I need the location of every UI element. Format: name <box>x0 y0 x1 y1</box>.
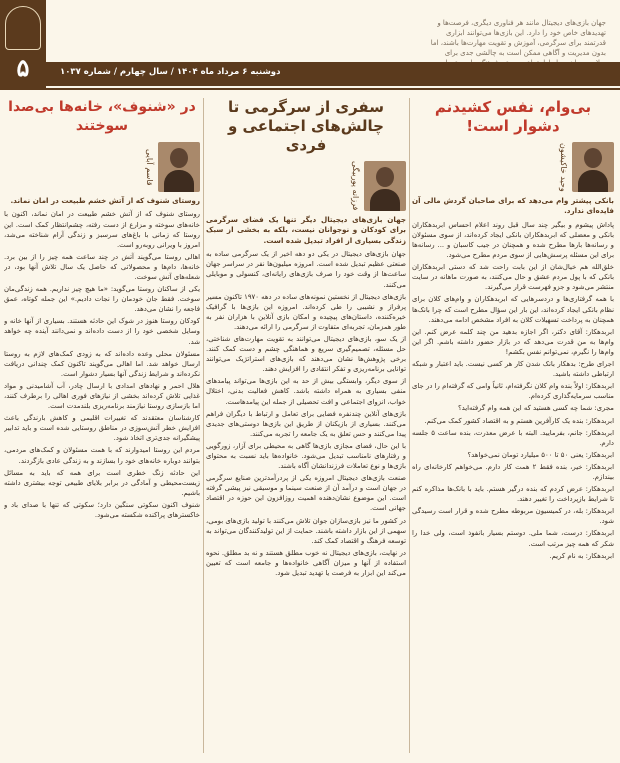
paragraph: صنعت بازی‌های دیجیتال امروزه یکی از پردرآمدترین صنایع سرگرمی در جهان است و درآمد آن از صنعت سینما و موسیقی نیز پیشی گرفته است. این موضوع نشان‌دهنده اهمیت روزافزون این حوزه در اقتصاد جهانی است. <box>206 474 406 513</box>
paragraph: اهالی روستا می‌گویند آتش در چند ساعت همه چیز را از بین برد. خانه‌ها، دام‌ها و محصولاتی که حاصل یک سال تلاش آنها بود، در شعله‌های آتش سوخت. <box>4 252 200 281</box>
paragraph: از سوی دیگر، وابستگی بیش از حد به این بازی‌ها می‌تواند پیامدهای منفی بسیاری به همراه داشته باشد. کاهش فعالیت بدنی، اختلال خواب، انزوای اجتماعی و افت تحصیلی از جمله این پیامدهاست. <box>206 377 406 406</box>
column-divider <box>203 98 204 753</box>
paragraph: در نهایت، بازی‌های دیجیتال نه خوب مطلق هستند و نه بد مطلق. نحوه استفاده از آنها و میزان آگاهی خانواده‌ها و جامعه است که تعیین می‌کند این ابزار به فرصت یا تهدید تبدیل شود. <box>206 548 406 578</box>
author-name: قاسم آبایی <box>145 148 154 186</box>
paragraph: ابربدهکار: به نام کریم. <box>549 551 614 560</box>
article-body <box>412 220 614 561</box>
author-name: وحید خاکیشون <box>559 142 568 192</box>
article-middle <box>206 98 406 758</box>
logo-icon <box>5 6 41 50</box>
byline <box>206 161 406 211</box>
paragraph: با این حال، فضای مجازی بازی‌ها گاهی به محیطی برای آزار، زورگویی و رفتارهای نامناسب تبدیل می‌شود. خانواده‌ها باید نسبت به محتوای بازی‌ها و نوع تعاملات فرزندانشان آگاه باشند. <box>206 441 406 471</box>
paragraph: مسئولان محلی وعده داده‌اند که به زودی کمک‌های لازم به روستا ارسال خواهد شد. اما اهالی می‌گویند تاکنون کمک چندانی دریافت نکرده‌اند و شرایط زندگی آنها بسیار دشوار است. <box>4 349 200 378</box>
article-lead: بانکی پیشتر وام می‌دهد که برای صاحبان گردش مالی آن فایده‌ای ندارد. <box>412 196 614 216</box>
paragraph: اجرای طرح: بدهکار بانک شدن کار هر کسی نیست. باید اعتبار و شبکه ارتباطی داشته باشید. <box>412 360 614 379</box>
paragraph: از یک سو، بازی‌های دیجیتال می‌توانند به تقویت مهارت‌های شناختی، حل مسئله، تصمیم‌گیری سریع و هماهنگی چشم و دست کمک کنند. برخی پژوهش‌ها نشان می‌دهند که بازی‌های استراتژیک می‌توانند توانایی برنامه‌ریزی و تفکر انتقادی را افزایش دهند. <box>206 334 406 374</box>
paragraph: مجری: شما چه کسی هستید که این همه وام گرفته‌اید؟ <box>457 404 614 413</box>
author-photo <box>158 142 200 192</box>
paragraph: روستای شنوف که از آتش خشم طبیعت در امان نماند، اکنون با خانه‌های سوخته و مزارع از دست رفته، چشم‌انتظار کمک است. این روستا که زمانی با باغ‌های سرسبز و زندگی آرام شناخته می‌شد، امروز با ویرانی روبه‌رو است. <box>4 210 200 249</box>
paragraph: کارشناسان معتقدند که تغییرات اقلیمی و کاهش بارندگی باعث افزایش خطر آتش‌سوزی در مناطق روستایی شده است و باید تدابیر پیشگیرانه جدی‌تری اتخاذ شود. <box>4 414 200 443</box>
article-headline: در «شنوف»، خانه‌ها بی‌صدا سوختند <box>8 99 196 134</box>
column-divider <box>409 98 410 753</box>
paragraph: پاداش پیشوم و بیگیر چند سال قبل روند اعلام احساس ابربدهکاران بانکی و معضلی که ابربدهکاران بانکی ایجاد کرده‌اند، از سوی مسئولان و رسانه‌ها بارها مطرح شده و همچنان در جیب کاسبان و ... رسانه‌ها برای این مسئله پرسش‌هایی از سوی مردم مطرح می‌شود. <box>412 220 614 260</box>
paragraph: ابربدهکار: بنده یک کارآفرین هستم و به اقتصاد کشور کمک می‌کنم. <box>424 416 614 425</box>
paragraph: ابربدهکار: جانم، بفرمایید. البته با عرض معذرت، بنده ساعت ۵ جلسه دارم. <box>412 428 614 447</box>
paragraph: جهان بازی‌های دیجیتال در یکی دو دهه اخیر از یک سرگرمی ساده به صنعتی عظیم تبدیل شده است. امروزه میلیون‌ها نفر در سراسر جهان ساعت‌ها از وقت خود را صرف بازی‌های رایانه‌ای، کنسولی و موبایلی می‌کنند. <box>206 250 406 289</box>
author-photo <box>572 142 614 192</box>
article-headline: بی‌وام، نفس کشیدنم دشوار است! <box>434 98 592 135</box>
paragraph: کودکان روستا هنوز در شوک این حادثه هستند. بسیاری از آنها خانه و وسایل شخصی خود را از دست داده‌اند و نمی‌دانند آینده چه خواهد شد. <box>4 317 200 346</box>
logo-box <box>0 0 46 90</box>
paragraph: شنوف اکنون سکوتی سنگین دارد؛ سکوتی که تنها با صدای باد و خاکسترهای پراکنده شکسته می‌شود. <box>4 500 200 520</box>
page-number: ۵ <box>16 53 30 82</box>
article-right <box>412 98 614 758</box>
article-lead: روستای شنوف که از آتش خشم طبیعت در امان نماند. <box>10 196 200 205</box>
article-headline: سفری از سرگرمی تا چالش‌های اجتماعی و فردی <box>227 98 384 154</box>
paragraph: ابربدهکار: درست، شما ملی. دوستم بسیار بانفوذ است، ولی خدا را شکر که همه چیز مرتب است. <box>412 529 614 548</box>
paragraph: ابربدهکار: خیر، بنده فقط ۲ همت کار دارم. می‌خواهم کارخانه‌ای راه بیندازم. <box>412 462 614 481</box>
article-body <box>206 249 406 578</box>
paragraph: این حادثه زنگ خطری است برای همه که باید به مسائل زیست‌محیطی و آمادگی در برابر بلایای طبیعی توجه بیشتری داشته باشیم. <box>4 468 200 497</box>
article-lead: جهان بازی‌های دیجیتال دیگر تنها یک فضای سرگرمی برای کودکان و نوجوانان نیست، بلکه به بخشی از سبک زندگی بسیاری از افراد تبدیل شده است. <box>206 215 406 245</box>
article-body <box>4 209 200 520</box>
byline <box>4 142 200 192</box>
paragraph: ابربدهکار: یعنی ۵۰ تا ۵۰۰ میلیارد تومان نمی‌خواهد؟ <box>467 450 614 459</box>
paragraph: ابربدهکار: عرض کردم که بنده درگیر هستم. باید با بانک‌ها مذاکره کنم تا شرایط بازپرداخت را تغییر دهند. <box>412 485 614 504</box>
paragraph: خلق‌الله هم خیال‌شان از این بابت راحت شد که دستی ابربدهکاران بانکی که با پول مردم عشق و حال می‌کنند، به صورت ماهانه در سایت منتشر می‌شود و جزو فهرست قرار می‌گیرند. <box>412 263 614 292</box>
author-photo <box>364 161 406 211</box>
paragraph: ابربدهکار: اولاً بنده وام کلان نگرفته‌ام، ثانیاً وامی که گرفته‌ام را در جای مناسب سرمایه‌گذاری کرده‌ام. <box>412 382 614 401</box>
paragraph: یکی از ساکنان روستا می‌گوید: «ما هیچ چیز نداریم. همه زندگی‌مان سوخت. فقط جان خودمان را نجات دادیم.» این جمله کوتاه، عمق فاجعه را نشان می‌دهد. <box>4 285 200 314</box>
byline <box>412 142 614 192</box>
paragraph: در کشور ما نیز بازی‌سازان جوان تلاش می‌کنند با تولید بازی‌های بومی، سهمی از این بازار داشته باشند. حمایت از این تولیدکنندگان می‌تواند به توسعه فرهنگ و اقتصاد کمک کند. <box>206 516 406 545</box>
paragraph: مردم این روستا امیدوارند که با همت مسئولان و کمک‌های مردمی، بتوانند دوباره خانه‌های خود را بسازند و به زندگی عادی بازگردند. <box>4 446 200 465</box>
header-intro: جهان بازی‌های دیجیتال مانند هر فناوری دیگری، فرصت‌ها و تهدیدهای خاص خود را دارد. این بازی‌ها می‌توانند ابزاری قدرتمند برای سرگرمی، آموزش و تقویت مهارت‌ها باشند، اما بدون مدیریت و آگاهی ممکن است به چالشی جدی برای <box>430 19 606 57</box>
paragraph: ابربدهکار: آقای دکتر، اگر اجازه بدهید من چند کلمه عرض کنم. این وام‌ها به من قدرت می‌دهد که در بازار حضور داشته باشم. اگر این وام‌ها را نگیرم، نمی‌توانم نفس بکشم! <box>412 327 614 356</box>
paragraph: ابربدهکار: بله، در کمیسیون مربوطه مطرح شده و قرار است رسیدگی شود. <box>412 507 614 526</box>
header-rule <box>46 88 620 90</box>
paragraph: با همه گرفتاری‌ها و دردسرهایی که ابربدهکاران و وام‌های کلان برای نظام بانکی ایجاد کرده‌اند، این بار این سؤال مطرح است که چرا بانک‌ها همچنان به پرداخت تسهیلات کلان به افراد مشخص ادامه می‌دهند. <box>412 295 614 324</box>
paragraph: هلال احمر و نهادهای امدادی با ارسال چادر، آب آشامیدنی و مواد غذایی تلاش کرده‌اند بخشی از نیازهای فوری اهالی را برطرف کنند، اما بازسازی روستا نیازمند برنامه‌ریزی بلندمدت است. <box>4 381 200 411</box>
article-left <box>4 98 200 758</box>
issue-line: دوشنبه ۶ مرداد ماه ۱۴۰۴ / سال چهارم / شماره ۱۰۳۷ <box>60 67 281 77</box>
author-name: فرزانه پوربیگی <box>351 161 360 211</box>
page-header <box>0 0 620 92</box>
paragraph: بازی‌های آنلاین چندنفره فضایی برای تعامل و ارتباط با دیگران فراهم می‌کنند. بسیاری از بازیکنان از طریق این بازی‌ها دوستی‌های جدیدی پیدا می‌کنند و حس تعلق به یک جامعه را تجربه می‌کنند. <box>206 409 406 438</box>
paragraph: بازی‌های دیجیتال از نخستین نمونه‌های ساده در دهه ۱۹۷۰ تاکنون مسیر پرفراز و نشیبی را طی کرده‌اند. امروزه این بازی‌ها با گرافیک خیره‌کننده، داستان‌های پیچیده و امکان بازی آنلاین با هزاران نفر به طور همزمان، تجربه‌ای متفاوت از سرگرمی را ارائه می‌دهند. <box>206 292 406 331</box>
